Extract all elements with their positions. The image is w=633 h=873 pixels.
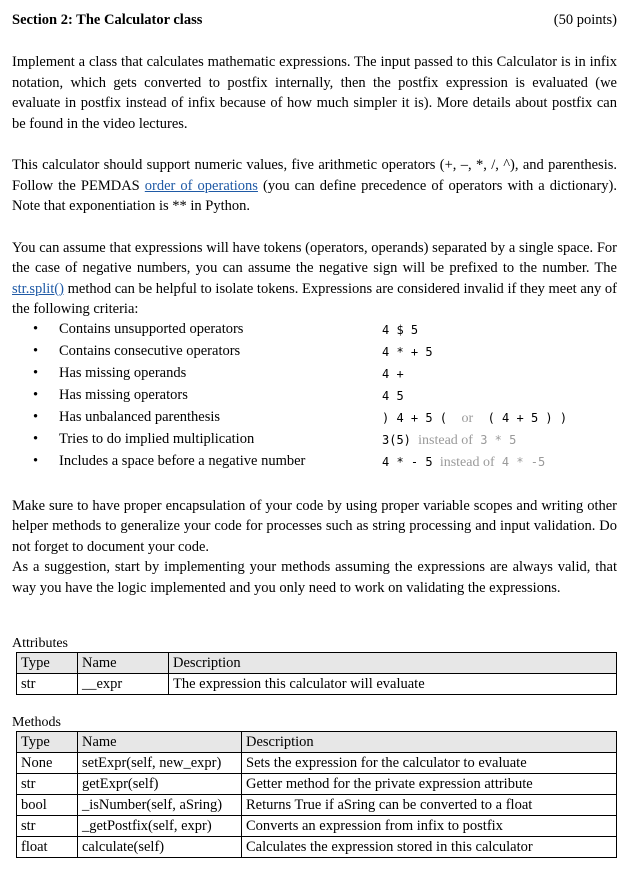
paragraph-tokens xyxy=(12,238,617,320)
example-expression: 4 $ 5 xyxy=(382,322,419,337)
table-row xyxy=(17,837,617,858)
section-header xyxy=(12,10,617,34)
table-row xyxy=(17,774,617,795)
bullet-icon: • xyxy=(33,320,39,337)
column-header: Type xyxy=(17,653,78,674)
column-header: Description xyxy=(169,653,617,674)
method-name: calculate(self) xyxy=(78,837,242,858)
criteria-example xyxy=(382,433,516,449)
paragraph-tokens-text-2: method can be helpful to isolate tokens. Expressions are considered invalid if they meet any of the following criteria: xyxy=(12,280,617,317)
bullet-icon: • xyxy=(33,430,39,447)
attributes-table xyxy=(16,652,617,695)
method-description: Returns True if aSring can be converted to a float xyxy=(242,795,617,816)
example-alternative: 3 * 5 xyxy=(480,432,517,447)
criteria-example xyxy=(382,455,545,471)
paragraph-intro: Implement a class that calculates mathematic expressions. The input passed to this Calculator is in infix notation, which gets converted to postfix internally, then the postfix expression is evaluated (we evaluate in postfix instead of infix because of how much simpler it is). More details about postfix can be found in the video lectures. xyxy=(12,54,617,132)
attribute-description: The expression this calculator will evaluate xyxy=(169,674,617,695)
criteria-example xyxy=(382,367,404,381)
bullet-icon: • xyxy=(33,342,39,359)
order-of-operations-link[interactable]: order of operations xyxy=(144,177,258,194)
methods-table xyxy=(16,731,617,858)
table-header-row xyxy=(17,653,617,674)
method-description: Converts an expression from infix to postfix xyxy=(242,816,617,837)
paragraph-suggestion: As a suggestion, start by implementing your methods assuming the expressions are always valid, that way you have the logic implemented and you only need to work on validating the expressions. xyxy=(12,559,617,596)
paragraph-operators-text-1: This calculator should support numeric values, five arithmetic operators (+, –, *, /, ^), and parenthesis. Follow the PEMDAS xyxy=(12,157,617,194)
criteria-example xyxy=(382,345,433,359)
method-description: Sets the expression for the calculator to evaluate xyxy=(242,753,617,774)
method-name: _isNumber(self, aSring) xyxy=(78,795,242,816)
paragraph-tokens-text-1: You can assume that expressions will have tokens (operators, operands) separated by a single space. For the case of negative numbers, you can assume the negative sign will be prefixed to the number. The xyxy=(12,239,617,276)
table-row xyxy=(17,816,617,837)
method-type: str xyxy=(17,774,78,795)
table-row xyxy=(17,753,617,774)
example-expression: 4 5 xyxy=(382,388,404,403)
methods-label: Methods xyxy=(12,715,61,730)
column-header: Name xyxy=(78,653,169,674)
bullet-icon: • xyxy=(33,386,39,403)
table-row xyxy=(17,795,617,816)
table-header-row xyxy=(17,732,617,753)
method-name: _getPostfix(self, expr) xyxy=(78,816,242,837)
example-connector: instead of xyxy=(439,454,495,470)
example-alternative: ( 4 + 5 ) ) xyxy=(487,410,568,425)
section-title: Section 2: The Calculator class xyxy=(12,12,203,28)
method-name: setExpr(self, new_expr) xyxy=(78,753,242,774)
section-points: (50 points) xyxy=(553,12,617,28)
criteria-item xyxy=(12,430,617,452)
criteria-item xyxy=(12,364,617,386)
str-split-link[interactable]: str.split() xyxy=(12,280,64,297)
criteria-item xyxy=(12,452,617,474)
criteria-item xyxy=(12,342,617,364)
criteria-label: Includes a space before a negative number xyxy=(59,452,306,469)
attribute-name: __expr xyxy=(78,674,169,695)
example-alternative: 4 * -5 xyxy=(501,454,546,469)
criteria-label: Has missing operands xyxy=(59,364,187,381)
paragraph-operators-text-2: (you can define precedence of operators with a dictionary). Note that exponentiation is ** in Python. xyxy=(12,177,617,214)
method-description: Getter method for the private expression attribute xyxy=(242,774,617,795)
attributes-label: Attributes xyxy=(12,636,68,651)
example-expression: 4 * - 5 xyxy=(382,454,433,469)
criteria-label: Has unbalanced parenthesis xyxy=(59,408,221,425)
method-type: str xyxy=(17,816,78,837)
criteria-label: Tries to do implied multiplication xyxy=(59,430,255,447)
paragraph-operators xyxy=(12,155,617,217)
example-expression: 4 * + 5 xyxy=(382,344,433,359)
criteria-label: Contains consecutive operators xyxy=(59,342,241,359)
example-expression: ) 4 + 5 ( xyxy=(382,410,448,425)
column-header: Type xyxy=(17,732,78,753)
document-page xyxy=(12,10,617,858)
criteria-example xyxy=(382,411,567,427)
criteria-item xyxy=(12,320,617,342)
example-connector: instead of xyxy=(418,432,473,448)
method-type: None xyxy=(17,753,78,774)
paragraph-encapsulation: Make sure to have proper encapsulation of your code by using proper variable scopes and writing other helper methods to generalize your code for processes such as string processing and input validation. Do not forget to document your code. xyxy=(12,497,617,555)
invalid-criteria-list xyxy=(12,320,617,474)
column-header: Description xyxy=(242,732,617,753)
example-expression: 3(5) xyxy=(382,432,411,447)
column-header: Name xyxy=(78,732,242,753)
example-connector: or xyxy=(461,410,474,426)
table-row xyxy=(17,674,617,695)
bullet-icon: • xyxy=(33,452,39,469)
method-type: bool xyxy=(17,795,78,816)
criteria-item xyxy=(12,408,617,430)
method-name: getExpr(self) xyxy=(78,774,242,795)
method-type: float xyxy=(17,837,78,858)
bullet-icon: • xyxy=(33,364,39,381)
example-expression: 4 + xyxy=(382,366,404,381)
criteria-example xyxy=(382,323,418,337)
criteria-label: Contains unsupported operators xyxy=(59,320,244,337)
criteria-label: Has missing operators xyxy=(59,386,188,403)
criteria-item xyxy=(12,386,617,408)
bullet-icon: • xyxy=(33,408,39,425)
criteria-example xyxy=(382,389,404,403)
method-description: Calculates the expression stored in this calculator xyxy=(242,837,617,858)
attribute-type: str xyxy=(17,674,78,695)
